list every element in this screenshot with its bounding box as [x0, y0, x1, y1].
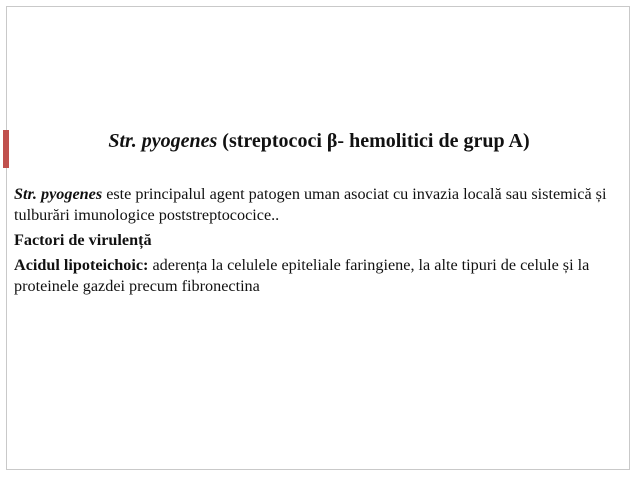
slide-body: [14, 184, 626, 301]
intro-paragraph: [14, 184, 626, 226]
title-description: (streptococi β- hemolitici de grup A): [217, 130, 530, 152]
virulence-factors-heading: Factori de virulență: [14, 231, 152, 249]
lipoteichoic-lead: Acidul lipoteichoic:: [14, 256, 149, 274]
intro-text: este principalul agent patogen uman asociat cu invazia locală sau sistemică și tulburări imunologice poststreptococice..: [14, 185, 607, 224]
title-organism-name: Str. pyogenes: [108, 130, 218, 152]
lipoteichoic-paragraph: [14, 255, 626, 297]
title-accent-bar: [3, 130, 9, 168]
slide-title: [14, 128, 624, 154]
intro-lead: Str. pyogenes: [14, 185, 103, 203]
lipoteichoic-text: aderența la celulele epiteliale faringiene, la alte tipuri de celule și la proteinele gazdei precum fibronectina: [14, 256, 590, 295]
